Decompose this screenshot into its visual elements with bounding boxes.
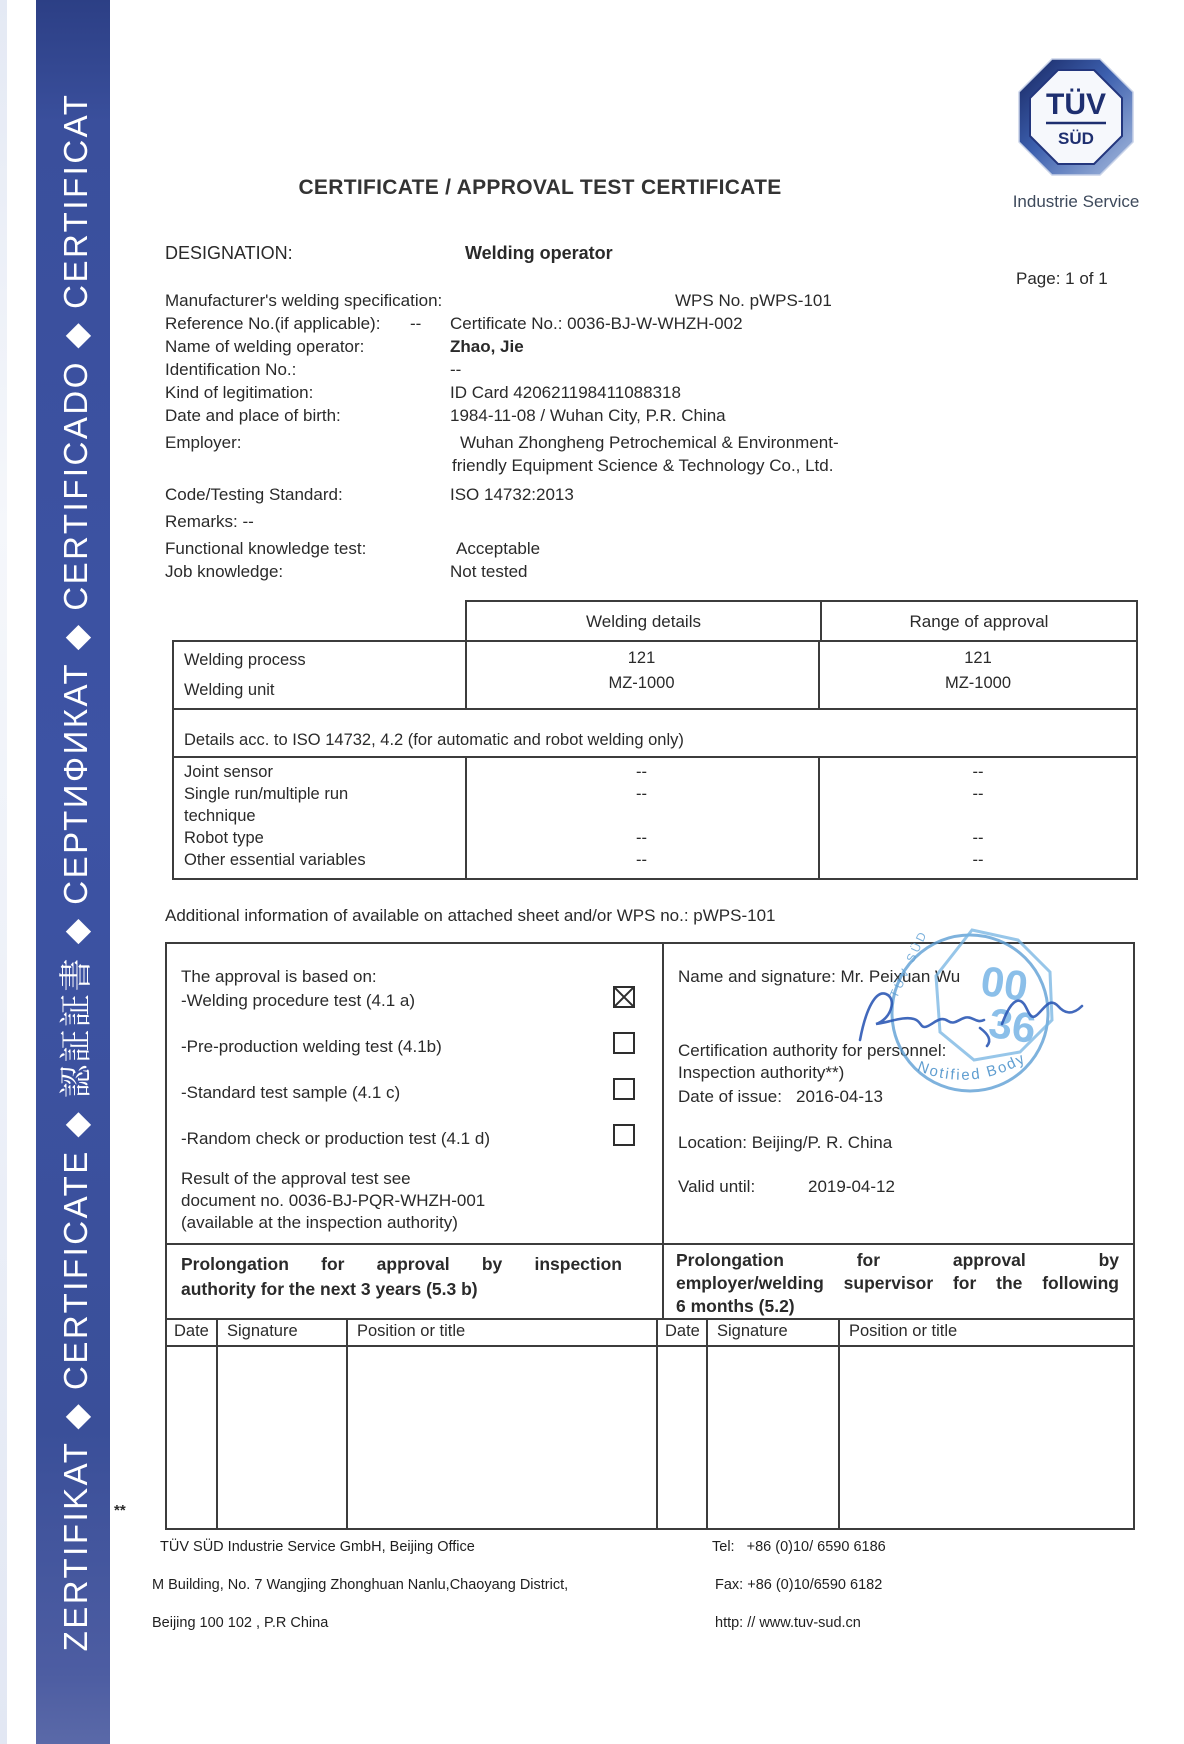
tuv-sud-logo-icon — [1012, 54, 1138, 186]
row-label-technique: technique — [184, 807, 256, 825]
scan-edge — [0, 0, 7, 1744]
manufacturer-value: WPS No. pWPS-101 — [675, 291, 832, 310]
left-col-position: Position or title — [348, 1320, 658, 1345]
functional-label: Functional knowledge test: — [165, 539, 367, 558]
logo-sud-text: SÜD — [1058, 129, 1094, 148]
operator-label: Name of welding operator: — [165, 337, 365, 356]
welding-table-header — [465, 600, 1138, 640]
welding-process-range: 121 — [964, 649, 992, 667]
notified-body-stamp — [852, 928, 1092, 1118]
operator-name: Zhao, Jie — [450, 337, 524, 356]
stamp-icon — [852, 928, 1092, 1113]
page-title: CERTIFICATE / APPROVAL TEST CERTIFICATE — [298, 176, 782, 199]
prolongation-body-row — [165, 1347, 1135, 1530]
approval-intro: The approval is based on: — [181, 967, 377, 986]
prolongation-title-row — [165, 1245, 1135, 1320]
prolongation-subheader-row — [165, 1320, 1135, 1347]
location-line: Location: Beijing/P. R. China — [678, 1133, 893, 1152]
prolongation-right-line2: employer/welding supervisor for the following — [676, 1273, 1119, 1293]
robot-type-details: -- — [636, 829, 647, 847]
checkbox-pre-production-test — [613, 1032, 635, 1054]
row-label-joint-sensor: Joint sensor — [184, 763, 273, 781]
row-label-other-variables: Other essential variables — [184, 851, 366, 869]
joint-sensor-details: -- — [636, 763, 647, 781]
right-col-position: Position or title — [849, 1322, 958, 1340]
cert-authority-line1: Certification authority for personnel: — [678, 1041, 947, 1060]
footer-tel: Tel: +86 (0)10/ 6590 6186 — [712, 1539, 886, 1555]
standard-label: Code/Testing Standard: — [165, 485, 343, 504]
welding-process-details: 121 — [627, 649, 656, 667]
footer-address-line1: TÜV SÜD Industrie Service GmbH, Beijing Office — [160, 1539, 475, 1555]
employer-value-line2: friendly Equipment Science & Technology Co., Ltd. — [452, 456, 834, 475]
checkbox-welding-procedure-test — [613, 986, 635, 1008]
right-col-date: Date — [658, 1320, 708, 1345]
footer-web: http: // www.tuv-sud.cn — [715, 1615, 861, 1631]
col-header-range-of-approval: Range of approval — [820, 602, 1136, 640]
legitimation-value: ID Card 420621198411088318 — [450, 383, 681, 402]
standard-value: ISO 14732:2013 — [450, 485, 574, 504]
tuv-sud-logo — [1012, 54, 1138, 186]
employer-label: Employer: — [165, 433, 242, 452]
result-line-1: document no. 0036-BJ-PQR-WHZH-001 — [181, 1191, 486, 1210]
footer-address-line2: M Building, No. 7 Wangjing Zhonghuan Nanlu,Chaoyang District, — [152, 1577, 569, 1593]
left-col-date: Date — [167, 1320, 218, 1345]
issue-date-label: Date of issue: — [678, 1087, 782, 1106]
approval-item-3: -Random check or production test (4.1 d) — [181, 1129, 490, 1148]
welding-unit-details: MZ-1000 — [608, 674, 675, 692]
checkbox-standard-test-sample — [613, 1078, 635, 1100]
legitimation-label: Kind of legitimation: — [165, 383, 314, 402]
job-label: Job knowledge: — [165, 562, 284, 581]
robot-type-range: -- — [972, 829, 984, 847]
single-run-range: -- — [972, 785, 984, 803]
result-line-0: Result of the approval test see — [181, 1169, 411, 1188]
welding-unit-range: MZ-1000 — [944, 674, 1012, 692]
valid-until-value: 2019-04-12 — [808, 1177, 895, 1196]
prolongation-left-line1: Prolongation for approval by inspection — [181, 1254, 622, 1274]
prolongation-left-line2: authority for the next 3 years (5.3 b) — [181, 1279, 478, 1299]
valid-until-label: Valid until: — [678, 1177, 756, 1196]
footer-address-line3: Beijing 100 102 , P.R China — [152, 1615, 329, 1631]
footnote-marker: ** — [114, 1502, 126, 1519]
footer-fax: Fax: +86 (0)10/6590 6182 — [715, 1577, 883, 1593]
designation-label: DESIGNATION: — [165, 243, 293, 263]
remarks-line: Remarks: -- — [165, 512, 254, 531]
birth-label: Date and place of birth: — [165, 406, 341, 425]
approval-item-2: -Standard test sample (4.1 c) — [181, 1083, 401, 1102]
identification-value: -- — [450, 360, 462, 379]
details-section-title: Details acc. to ISO 14732, 4.2 (for automatic and robot welding only) — [184, 731, 684, 749]
prolongation-left-title — [167, 1245, 664, 1318]
row-label-robot-type: Robot type — [184, 829, 264, 847]
issue-date-value: 2016-04-13 — [796, 1087, 883, 1106]
welding-table-details-section — [172, 710, 1138, 880]
birth-value: 1984-11-08 / Wuhan City, P.R. China — [450, 406, 726, 425]
single-run-details: -- — [636, 785, 647, 803]
side-band-vertical-text: ZERTIFIKAT ◆ CERTIFICATE ◆ 認証証書 ◆ СЕРТИФИКАТ ◆ CERTIFICADO ◆ CERTIFICAT — [56, 92, 94, 1652]
certificate-number: Certificate No.: 0036-BJ-W-WHZH-002 — [450, 314, 743, 333]
row-label-single-run: Single run/multiple run — [184, 785, 349, 803]
manufacturer-label: Manufacturer's welding specification: — [165, 291, 443, 310]
employer-value-line1: Wuhan Zhongheng Petrochemical & Environment- — [460, 433, 839, 452]
checkbox-random-check — [613, 1124, 635, 1146]
prolongation-right-title — [664, 1245, 1133, 1318]
col-header-welding-details: Welding details — [586, 611, 701, 631]
welding-table-main — [172, 640, 1138, 710]
other-variables-details: -- — [636, 851, 647, 869]
additional-info-line: Additional information of available on attached sheet and/or WPS no.: pWPS-101 — [165, 906, 776, 925]
page-indicator: Page: 1 of 1 — [1016, 269, 1108, 288]
joint-sensor-range: -- — [972, 763, 984, 781]
result-line-2: (available at the inspection authority) — [181, 1213, 458, 1232]
identification-label: Identification No.: — [165, 360, 297, 379]
logo-caption: Industrie Service — [1012, 192, 1140, 211]
stamp-side-text: TÜV SÜD — [886, 928, 931, 1001]
stamp-number-36: 36 — [985, 999, 1039, 1053]
logo-tuv-text: TÜV — [1046, 88, 1106, 121]
name-signature-line: Name and signature: Mr. Peixuan Wu — [678, 967, 961, 986]
reference-label: Reference No.(if applicable): — [165, 314, 381, 333]
row-label-welding-process: Welding process — [184, 651, 306, 669]
approval-item-1: -Pre-production welding test (4.1b) — [181, 1037, 442, 1056]
other-variables-range: -- — [972, 851, 984, 869]
prolongation-right-line3: 6 months (5.2) — [676, 1296, 795, 1316]
stamp-arc-text: Notified Body — [915, 1049, 1030, 1084]
job-value: Not tested — [450, 562, 528, 581]
prolongation-right-line1: Prolongation for approval by — [676, 1250, 1119, 1270]
cert-authority-line2: Inspection authority**) — [678, 1063, 845, 1082]
functional-value: Acceptable — [456, 539, 541, 558]
left-col-signature: Signature — [218, 1320, 348, 1345]
stamp-number-00: 00 — [977, 957, 1031, 1011]
right-col-signature: Signature — [708, 1320, 840, 1345]
reference-dash: -- — [410, 314, 422, 333]
approval-item-0: -Welding procedure test (4.1 a) — [181, 991, 416, 1010]
designation-value: Welding operator — [465, 243, 613, 263]
row-label-welding-unit: Welding unit — [184, 681, 275, 699]
